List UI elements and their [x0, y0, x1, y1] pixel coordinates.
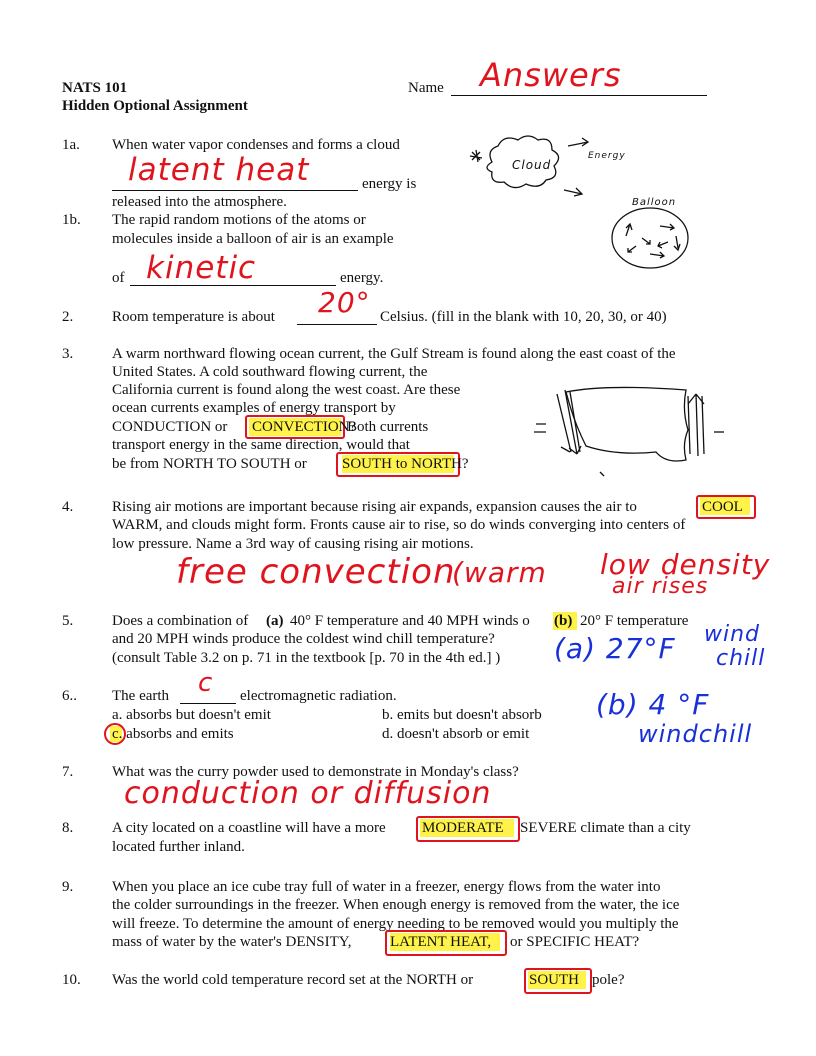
- q10-text-1: Was the world cold temperature record set at the NORTH or: [112, 972, 474, 988]
- q5-answer-a-note-1: wind: [704, 622, 761, 647]
- q9-latent-heat: LATENT HEAT,: [390, 934, 492, 950]
- q9-number: 9.: [62, 879, 74, 895]
- q8-text-2: SEVERE climate than a city: [520, 820, 691, 836]
- q2-text-2: Celsius. (fill in the blank with 10, 20, 30, or 40): [380, 309, 667, 325]
- q3-text-5: CONDUCTION or: [112, 419, 228, 435]
- q7-answer: conduction or diffusion: [124, 776, 492, 811]
- q4-answer-warm: (warm: [452, 556, 547, 589]
- q5-option-a-label: (a): [266, 613, 284, 629]
- q1a-answer: latent heat: [128, 152, 310, 188]
- q3-text-4: ocean currents examples of energy transport by: [112, 400, 396, 416]
- q2-number: 2.: [62, 309, 74, 325]
- q3-text-2: United States. A cold southward flowing current, the: [112, 364, 428, 380]
- q3-text-6: Both currents: [347, 419, 429, 435]
- q5-option-b-label: (b): [554, 613, 573, 629]
- q1b-number: 1b.: [62, 212, 81, 228]
- name-answer: Answers: [480, 56, 622, 94]
- q1b-answer: kinetic: [146, 250, 257, 286]
- q2-answer: 20°: [318, 286, 371, 319]
- q10-number: 10.: [62, 972, 81, 988]
- q4-answer: free convection: [176, 552, 456, 592]
- q8-number: 8.: [62, 820, 74, 836]
- q4-text-2: WARM, and clouds might form. Fronts cause air to rise, so do winds converging into centers of: [112, 517, 686, 533]
- q10-text-2: pole?: [592, 972, 625, 988]
- q9-text-3: will freeze. To determine the amount of energy needing to be removed would you multiply the: [112, 916, 679, 932]
- q5-text-3: 20° F temperature: [580, 613, 689, 629]
- q4-number: 4.: [62, 499, 74, 515]
- q1a-text-3: released into the atmosphere.: [112, 194, 287, 210]
- q6-text-2: electromagnetic radiation.: [240, 688, 397, 704]
- q1b-text-3: of: [112, 270, 125, 286]
- q5-text-4: and 20 MPH winds produce the coldest wind chill temperature?: [112, 631, 495, 647]
- q5-text-5: (consult Table 3.2 on p. 71 in the textbook [p. 70 in the 4th ed.] ): [112, 650, 501, 666]
- q1b-text-2: molecules inside a balloon of air is an example: [112, 231, 394, 247]
- q8-text-1: A city located on a coastline will have a more: [112, 820, 386, 836]
- q4-text-3: low pressure. Name a 3rd way of causing rising air motions.: [112, 536, 474, 552]
- q5-text-1: Does a combination of: [112, 613, 249, 629]
- q1a-text-2: energy is: [362, 176, 417, 192]
- q6-number: 6..: [62, 688, 77, 704]
- q3-convection: CONVECTION?: [252, 419, 357, 435]
- q5-answer-a: (a) 27°F: [554, 632, 676, 665]
- q6-option-b: b. emits but doesn't absorb: [382, 707, 542, 723]
- q7-text: What was the curry powder used to demonstrate in Monday's class?: [112, 764, 519, 780]
- q3-text-3: California current is found along the west coast. Are these: [112, 382, 461, 398]
- q1b-text-4: energy.: [340, 270, 384, 286]
- q4-answer-density: low density: [600, 548, 771, 581]
- q4-answer-rises: air rises: [612, 574, 709, 599]
- q5-answer-b-note: windchill: [638, 720, 753, 748]
- q6-option-a: a. absorbs but doesn't emit: [112, 707, 271, 723]
- q3-text-8: be from NORTH TO SOUTH or: [112, 456, 307, 472]
- q6-option-c: c. absorbs and emits: [112, 726, 234, 742]
- q5-number: 5.: [62, 613, 74, 629]
- name-label: Name: [408, 80, 444, 96]
- q1b-text: The rapid random motions of the atoms or: [112, 212, 366, 228]
- q5-answer-a-note-2: chill: [716, 646, 766, 671]
- balloon-label: Balloon: [632, 197, 677, 208]
- q5-text-2: 40° F temperature and 40 MPH winds o: [290, 613, 530, 629]
- q3-text-7: transport energy in the same direction, would that: [112, 437, 410, 453]
- q2-text: Room temperature is about: [112, 309, 275, 325]
- q3-south-to-north: SOUTH to NORTH?: [342, 456, 469, 472]
- q9-text-1: When you place an ice cube tray full of water in a freezer, energy flows from the water into: [112, 879, 661, 895]
- assignment-title: Hidden Optional Assignment: [62, 98, 248, 114]
- q6-blank: [180, 703, 236, 704]
- q9-text-5: or SPECIFIC HEAT?: [510, 934, 640, 950]
- q7-number: 7.: [62, 764, 74, 780]
- q8-moderate: MODERATE: [422, 820, 504, 836]
- course-title: NATS 101: [62, 80, 128, 96]
- q9-text-2: the colder surroundings in the freezer. When enough energy is removed from the water, the ice: [112, 897, 680, 913]
- cloud-label: Cloud: [512, 158, 552, 172]
- q1a-text: When water vapor condenses and forms a cloud: [112, 137, 400, 153]
- q10-south: SOUTH: [529, 972, 580, 988]
- q3-text-1: A warm northward flowing ocean current, the Gulf Stream is found along the east coast of the: [112, 346, 676, 362]
- q9-text-4: mass of water by the water's DENSITY,: [112, 934, 352, 950]
- q3-number: 3.: [62, 346, 74, 362]
- q6-answer: c: [198, 668, 214, 698]
- q6-option-d: d. doesn't absorb or emit: [382, 726, 530, 742]
- q5-answer-b: (b) 4 °F: [596, 688, 710, 721]
- q4-text-1: Rising air motions are important because rising air expands, expansion causes the air to: [112, 499, 637, 515]
- q8-text-3: located further inland.: [112, 839, 245, 855]
- q1a-number: 1a.: [62, 137, 80, 153]
- q6-text-1: The earth: [112, 688, 170, 704]
- energy-label: Energy: [588, 151, 626, 161]
- q4-cool: COOL: [702, 499, 743, 515]
